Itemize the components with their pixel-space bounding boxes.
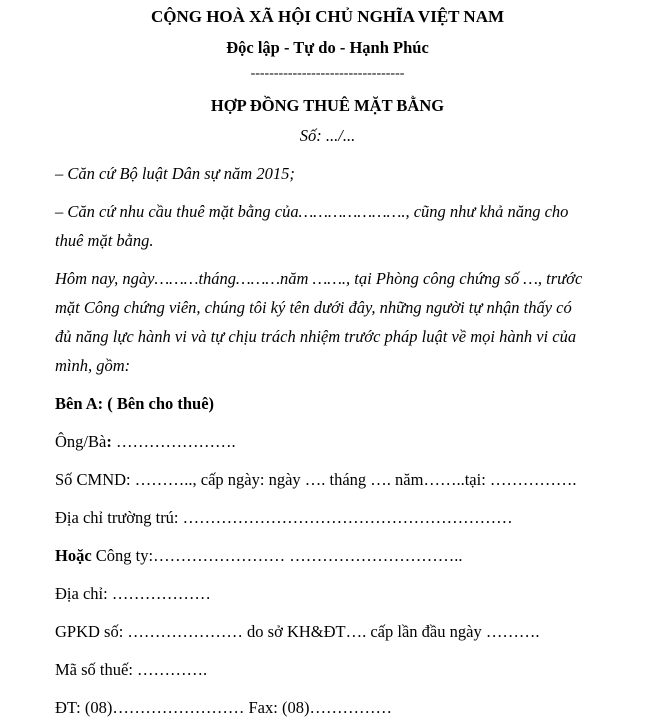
party-a-phone-fax: ĐT: (08)…………………… Fax: (08)…………… [55, 698, 392, 717]
person-dots: …………………. [111, 432, 236, 451]
party-a-heading: Bên A: ( Bên cho thuê) [55, 394, 215, 413]
basis-civil-code: – Căn cứ Bộ luật Dân sự năm 2015; [55, 164, 295, 183]
party-a-id: Số CMND: ……….., cấp ngày: ngày …. tháng …. năm……..tại: ……………. [55, 470, 577, 489]
contract-number: Số: .../... [299, 126, 356, 145]
country-header: CỘNG HOÀ XÃ HỘI CHỦ NGHĨA VIỆT NAM [150, 7, 505, 26]
company-dots: Công ty:…………………… ………………………….. [91, 546, 463, 565]
intro-line1: Hôm nay, ngày………tháng………năm ……., tại Phòng công chứng số …, trước [55, 269, 583, 288]
party-a-residence: Địa chỉ trường trú: …………………………………………………… [55, 508, 513, 527]
party-a-person [55, 432, 236, 452]
intro-line4: mình, gồm: [55, 356, 131, 375]
basis-need-line1: – Căn cứ nhu cầu thuê mặt bằng của…………………., cũng như khả năng cho [55, 202, 569, 221]
party-a-company [55, 546, 462, 566]
intro-line3: đủ năng lực hành vi và tự chịu trách nhiệm trước pháp luật về mọi hành vi của [55, 327, 577, 346]
basis-need-line2: thuê mặt bằng. [55, 231, 154, 250]
person-label: Ông/Bà [55, 432, 107, 451]
or-label: Hoặc [55, 546, 92, 565]
motto: Độc lập - Tự do - Hạnh Phúc [226, 38, 429, 57]
party-a-license: GPKD số: ………………… do sở KH&ĐT…. cấp lần đầu ngày ………. [55, 622, 540, 641]
person-colon: : [106, 432, 112, 451]
intro-line2: mặt Công chứng viên, chúng tôi ký tên dưới đây, những người tự nhận thấy có [55, 298, 572, 317]
party-a-tax: Mã số thuế: …………. [55, 660, 208, 679]
contract-title: HỢP ĐỒNG THUÊ MẶT BẰNG [210, 96, 445, 115]
header-divider: --------------------------------- [250, 66, 405, 81]
party-a-address: Địa chỉ: ……………… [55, 584, 211, 603]
